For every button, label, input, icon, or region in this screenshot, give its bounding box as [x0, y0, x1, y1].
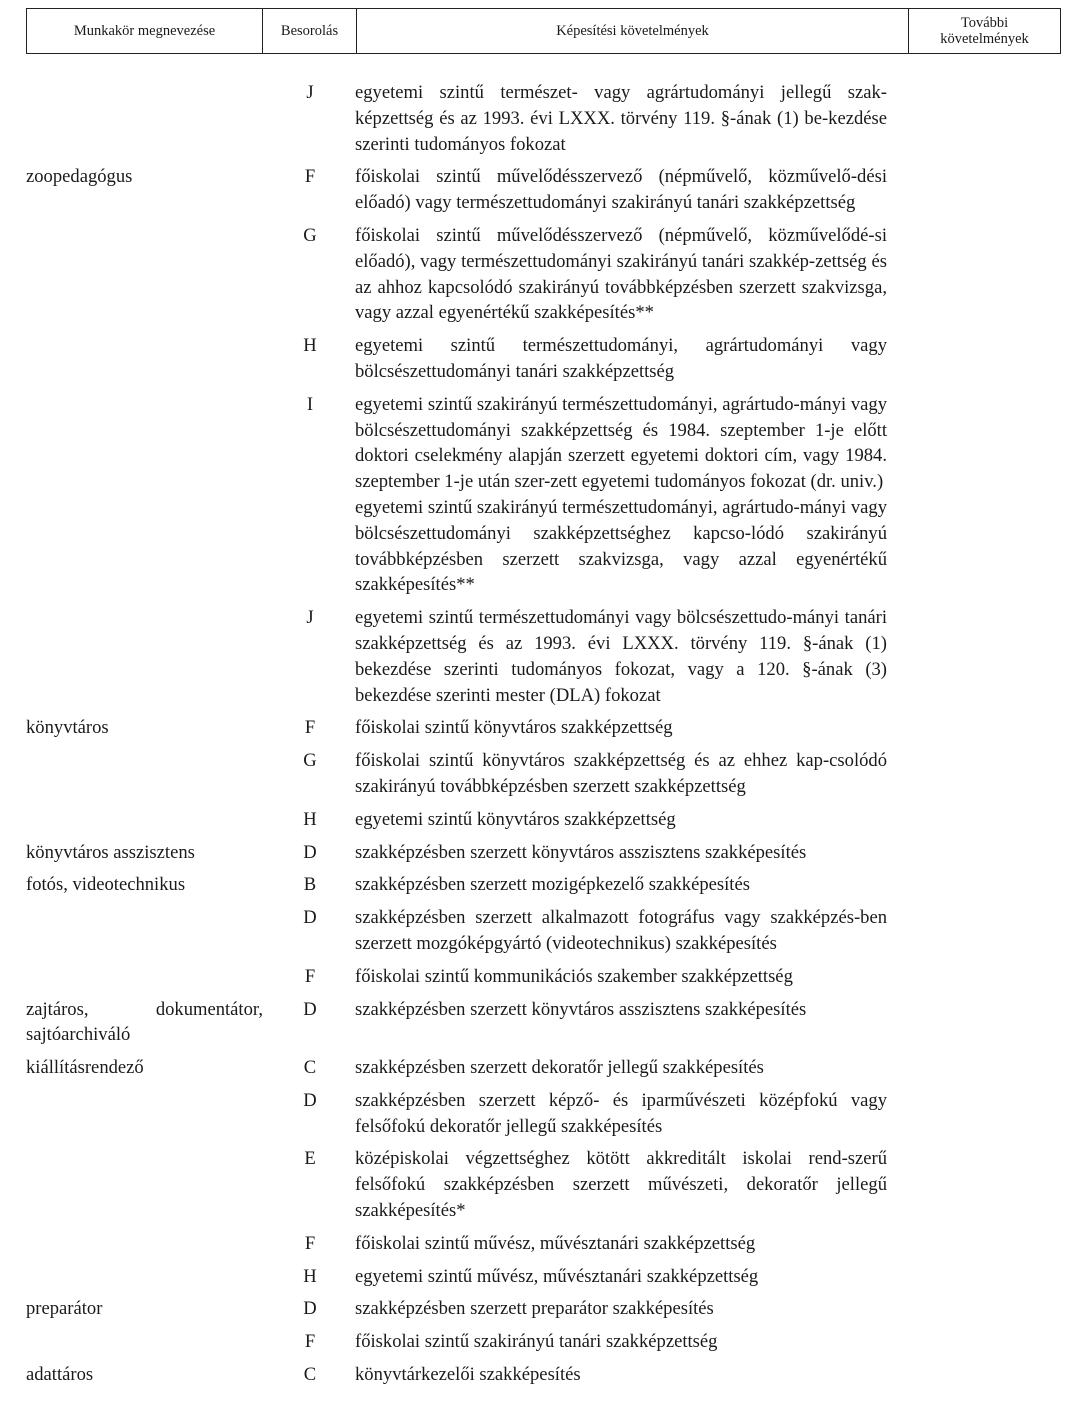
- table-row: [26, 1055, 1066, 1081]
- additional-cell: [887, 748, 1066, 800]
- table-row: [26, 392, 1066, 598]
- header-additional-line2: követelmények: [940, 31, 1029, 47]
- qualification-cell: [355, 1296, 887, 1322]
- additional-cell: [887, 1146, 1066, 1223]
- additional-cell: [887, 905, 1066, 957]
- additional-cell: [887, 1055, 1066, 1081]
- table-row: [26, 1329, 1066, 1355]
- job-title-cell: [26, 1264, 271, 1290]
- qualification-cell: [355, 997, 887, 1049]
- job-title-cell: könyvtáros: [26, 717, 109, 739]
- additional-cell: [887, 1231, 1066, 1257]
- additional-cell: [887, 1362, 1066, 1388]
- additional-cell: [887, 997, 1066, 1049]
- job-title-cell: [26, 1088, 271, 1140]
- grade-cell: C: [303, 1057, 317, 1079]
- qualification-cell: [355, 1146, 887, 1223]
- job-title-cell: [26, 333, 271, 385]
- qualification-text: egyetemi szintű szakirányú természettudományi, agrártudo-mányi vagy bölcsészettudományi szakképzettséghez kapcso-lódó szakirányú továbbképzésben szerzett szakvizsga, vagy azzal egyenértékű szakképesítés**: [355, 496, 887, 596]
- job-title-cell: zajtáros, dokumentátor, sajtóarchiváló: [26, 998, 263, 1046]
- qualification-text: középiskolai végzettséghez kötött akkreditált iskolai rend-szerű felsőfokú szakképzésben szerzett művészeti, dekoratőr jellegű szakképesítés*: [355, 1148, 887, 1222]
- table-row: [26, 748, 1066, 800]
- grade-cell: D: [303, 1298, 317, 1320]
- grade-cell: D: [303, 907, 317, 929]
- header-grade: Besorolás: [263, 9, 357, 53]
- grade-cell: B: [303, 874, 317, 896]
- table-row: [26, 1362, 1066, 1388]
- qualification-cell: [355, 223, 887, 326]
- additional-cell: [887, 1264, 1066, 1290]
- job-title-cell: [26, 223, 271, 326]
- table-header: [26, 8, 1061, 54]
- qualification-text: szakképzésben szerzett dekoratőr jellegű szakképesítés: [355, 1057, 764, 1079]
- job-title-cell: [26, 1329, 271, 1355]
- grade-cell: D: [303, 998, 317, 1020]
- table-row: [26, 164, 1066, 216]
- table-row: [26, 1231, 1066, 1257]
- qualification-text: főiskolai szintű művelődésszervező (népművelő, közművelődé-si előadó), vagy természettudományi szakirányú tanári szakkép-zettség és az ahhoz kapcsolódó szakirányú továbbképzésben szerzett szakvizsga, vagy azzal egyenértékű szakképesítés**: [355, 224, 887, 324]
- job-title-cell: zoopedagógus: [26, 166, 133, 188]
- qualification-text: szakképzésben szerzett mozigépkezelő szakképesítés: [355, 874, 750, 896]
- job-title-cell: [26, 80, 271, 157]
- table-row: [26, 905, 1066, 957]
- qualification-text: főiskolai szintű művész, művésztanári szakképzettség: [355, 1232, 756, 1254]
- qualification-text: szakképzésben szerzett preparátor szakképesítés: [355, 1298, 714, 1320]
- grade-cell: F: [304, 965, 316, 987]
- grade-cell: H: [303, 1265, 317, 1287]
- grade-cell: F: [304, 717, 316, 739]
- qualification-cell: [355, 1055, 887, 1081]
- job-title-cell: adattáros: [26, 1364, 94, 1386]
- qualification-text: egyetemi szintű természettudományi, agrártudományi vagy bölcsészettudományi tanári szakképzettség: [355, 335, 887, 382]
- qualification-cell: [355, 1329, 887, 1355]
- qualification-cell: [355, 905, 887, 957]
- qualification-text: egyetemi szintű művész, művésztanári szakképzettség: [355, 1265, 759, 1287]
- job-title-cell: [26, 1146, 271, 1223]
- qualification-text: főiskolai szintű szakirányú tanári szakképzettség: [355, 1331, 718, 1353]
- additional-cell: [887, 1296, 1066, 1322]
- qualification-text: főiskolai szintű művelődésszervező (népművelő, közművelő-dési előadó) vagy természettudományi szakirányú tanári szakképzettség: [355, 166, 887, 214]
- table-row: [26, 80, 1066, 157]
- qualification-text: egyetemi szintű szakirányú természettudományi, agrártudo-mányi vagy bölcsészettudományi szakképzettség és 1984. szeptember 1-je előtt doktori cselekmény alapján szerzett egyetemi doktori cím, vagy 1984. szeptember 1-je után szer-zett egyetemi tudományos fokozat (dr. univ.): [355, 393, 887, 493]
- header-qualification: Képesítési követelmények: [357, 9, 909, 53]
- table-row: [26, 1264, 1066, 1290]
- additional-cell: [887, 715, 1066, 741]
- additional-cell: [887, 80, 1066, 157]
- qualification-text: egyetemi szintű természettudományi vagy bölcsészettudo-mányi tanári szakképzettség és az 1993. évi LXXX. törvény 119. §-ának (1) bekezdése szerinti tudományos fokozat, vagy a 120. §-ának (3) bekezdése szerinti mester (DLA) fokozat: [355, 607, 887, 706]
- header-additional: [909, 9, 1060, 53]
- additional-cell: [887, 1329, 1066, 1355]
- job-title-cell: [26, 1231, 271, 1257]
- table-row: [26, 964, 1066, 990]
- qualification-cell: [355, 715, 887, 741]
- additional-cell: [887, 223, 1066, 326]
- qualification-cell: [355, 392, 887, 598]
- qualification-cell: [355, 748, 887, 800]
- grade-cell: E: [304, 1148, 316, 1170]
- grade-cell: H: [303, 808, 317, 830]
- qualification-cell: [355, 333, 887, 385]
- grade-cell: F: [304, 1232, 316, 1254]
- job-title-cell: fotós, videotechnikus: [26, 874, 186, 896]
- qualification-text: könyvtárkezelői szakképesítés: [355, 1364, 581, 1386]
- table-row: [26, 223, 1066, 326]
- additional-cell: [887, 872, 1066, 898]
- header-job-title: Munkakör megnevezése: [27, 9, 263, 53]
- header-additional-line1: További: [960, 15, 1009, 31]
- additional-cell: [887, 840, 1066, 866]
- grade-cell: J: [306, 607, 314, 629]
- table-body: [26, 80, 1066, 1395]
- qualification-cell: [355, 1088, 887, 1140]
- table-row: [26, 872, 1066, 898]
- table-row: [26, 1088, 1066, 1140]
- job-title-cell: kiállításrendező: [26, 1057, 144, 1079]
- qualification-text: szakképzésben szerzett könyvtáros asszisztens szakképesítés: [355, 841, 807, 863]
- table-row: [26, 715, 1066, 741]
- qualification-cell: [355, 1264, 887, 1290]
- table-row: [26, 1296, 1066, 1322]
- table-row: [26, 840, 1066, 866]
- job-title-cell: [26, 748, 271, 800]
- table-row: [26, 333, 1066, 385]
- job-title-cell: [26, 964, 271, 990]
- additional-cell: [887, 333, 1066, 385]
- qualification-cell: [355, 807, 887, 833]
- table-row: [26, 807, 1066, 833]
- additional-cell: [887, 392, 1066, 598]
- job-title-cell: [26, 605, 271, 708]
- table-row: [26, 997, 1066, 1049]
- additional-cell: [887, 605, 1066, 708]
- qualification-cell: [355, 1362, 887, 1388]
- qualification-cell: [355, 80, 887, 157]
- grade-cell: G: [303, 750, 317, 772]
- qualification-cell: [355, 872, 887, 898]
- qualification-text: egyetemi szintű könyvtáros szakképzettség: [355, 808, 676, 830]
- additional-cell: [887, 964, 1066, 990]
- qualification-text: főiskolai szintű könyvtáros szakképzettség: [355, 717, 673, 739]
- grade-cell: C: [303, 1364, 317, 1386]
- additional-cell: [887, 164, 1066, 216]
- grade-cell: I: [306, 393, 314, 415]
- qualification-text: szakképzésben szerzett képző- és iparművészeti középfokú vagy felsőfokú dekoratőr jellegű szakképesítés: [355, 1089, 887, 1137]
- qualification-cell: [355, 605, 887, 708]
- qualification-text: egyetemi szintű természet- vagy agrártudományi jellegű szak-képzettség és az 1993. évi LXXX. törvény 119. §-ának (1) be-kezdése szerinti tudományos fokozat: [355, 82, 887, 155]
- grade-cell: D: [303, 841, 317, 863]
- grade-cell: F: [304, 166, 316, 188]
- qualification-text: főiskolai szintű könyvtáros szakképzettség és az ehhez kap-csolódó szakirányú továbbképzésben szerzett szakképzettség: [355, 750, 887, 797]
- table-row: [26, 1146, 1066, 1223]
- job-title-cell: [26, 392, 271, 598]
- grade-cell: F: [304, 1331, 316, 1353]
- qualification-cell: [355, 840, 887, 866]
- qualification-cell: [355, 1231, 887, 1257]
- job-title-cell: preparátor: [26, 1298, 103, 1320]
- additional-cell: [887, 807, 1066, 833]
- grade-cell: G: [303, 224, 317, 246]
- job-title-cell: [26, 905, 271, 957]
- grade-cell: J: [306, 82, 314, 103]
- qualification-text: főiskolai szintű kommunikációs szakember szakképzettség: [355, 965, 793, 987]
- job-title-cell: [26, 807, 271, 833]
- qualification-text: szakképzésben szerzett könyvtáros asszisztens szakképesítés: [355, 998, 807, 1020]
- job-title-cell: könyvtáros asszisztens: [26, 841, 195, 863]
- grade-cell: H: [303, 335, 317, 357]
- qualification-text: szakképzésben szerzett alkalmazott fotográfus vagy szakképzés-ben szerzett mozgóképgyártó (videotechnikus) szakképesítés: [355, 907, 887, 954]
- qualification-cell: [355, 164, 887, 216]
- additional-cell: [887, 1088, 1066, 1140]
- table-row: [26, 605, 1066, 708]
- grade-cell: D: [303, 1089, 317, 1111]
- qualification-cell: [355, 964, 887, 990]
